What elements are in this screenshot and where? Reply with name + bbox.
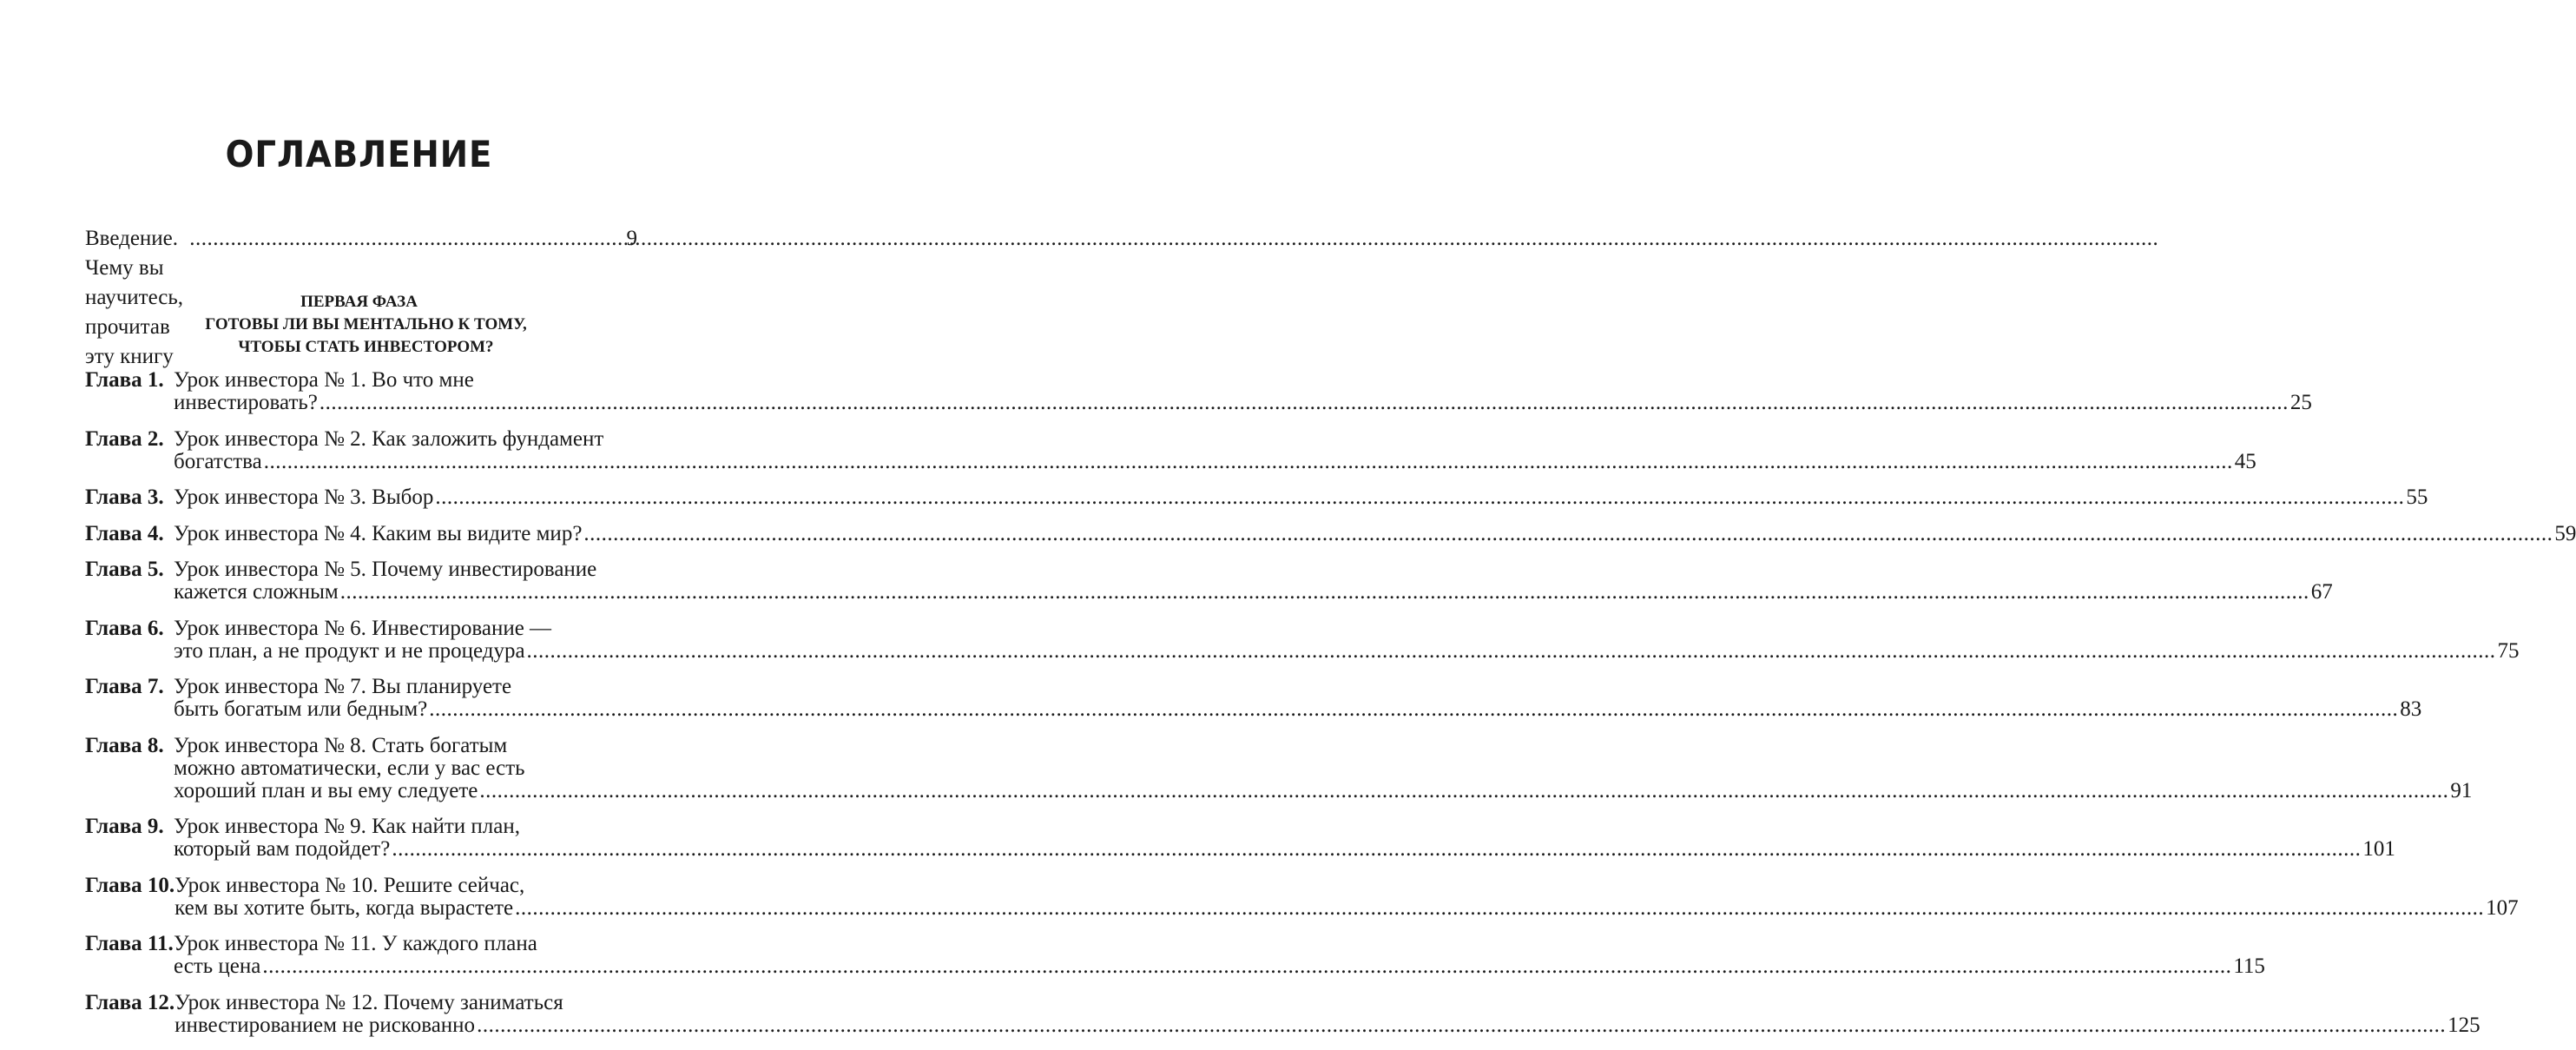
toc-page-number: 75 [2497,638,2520,663]
chapter-title-line: инвестированием не рискованно [175,1013,476,1037]
chapter-title-line: Урок инвестора № 7. Вы планируете [174,675,512,698]
chapter-title [175,875,2518,920]
chapter-title-line: можно автоматически, если у вас есть [174,756,525,780]
chapter-title [174,428,2256,473]
chapter-title-line: который вам подойдет? [174,837,391,861]
toc-entry-chapter-7[interactable] [85,675,2422,721]
dot-leader [515,897,2484,920]
chapter-label: Глава 12. [85,990,175,1014]
chapter-title-line: Урок инвестора № 5. Почему инвестирование [174,558,597,581]
chapter-title-line: Урок инвестора № 1. Во что мне [174,368,474,392]
chapter-title-line: инвестировать? [174,391,318,414]
chapter-label: Глава 4. [85,521,164,545]
chapter-title-line: Урок инвестора № 8. Стать богатым [174,733,508,757]
chapter-title [174,735,2472,802]
toc-entry-chapter-8[interactable] [85,733,2473,802]
chapter-label: Глава 1. [85,368,164,392]
chapter-label: Глава 6. [85,616,164,640]
toc-page-number: 67 [2310,580,2333,604]
dot-leader [340,581,2309,604]
dot-leader [527,640,2496,663]
part-heading-line: ГОТОВЫ ЛИ ВЫ МЕНТАЛЬНО К ТОМУ, [205,315,527,333]
toc-entry-chapter-6[interactable] [85,616,2520,663]
chapter-title [174,369,2312,414]
toc-entry-chapter-10[interactable] [85,873,2519,920]
chapter-title [174,933,2265,978]
dot-leader [583,523,2553,545]
toc-page-number: 101 [2362,837,2395,861]
toc-page-number: 45 [2234,449,2256,473]
chapter-title [174,816,2395,861]
chapter-title-line: Урок инвестора № 12. Почему заниматься [175,990,563,1014]
toc-entry-chapter-9[interactable] [85,815,2395,861]
dot-leader [262,955,2231,978]
toc-entry-chapter-3[interactable] [85,485,2428,509]
chapter-title [174,523,2576,545]
chapter-title-line: кажется сложным [174,580,339,604]
part-heading-line: ПЕРВАЯ ФАЗА [300,293,418,311]
toc-page-number: 91 [2450,778,2473,802]
dot-leader [477,1014,2446,1037]
chapter-title [174,617,2520,663]
chapter-title-line: Урок инвестора № 9. Как найти план, [174,815,520,838]
chapter-title-line: кем вы хотите быть, когда вырастете [175,895,514,920]
chapter-label: Глава 7. [85,675,164,698]
toc-entry-chapter-12[interactable] [85,990,2480,1037]
page-title: ОГЛАВЛЕНИЕ [225,133,493,175]
chapter-title-line: хороший план и вы ему следуете [174,778,478,802]
dot-leader [264,451,2233,473]
chapter-title-line: Урок инвестора № 3. Выбор [174,485,434,509]
toc-page-number: 125 [2448,1013,2480,1037]
chapter-title-line: есть цена [174,954,261,978]
toc-entry-chapter-5[interactable] [85,558,2333,604]
chapter-label: Глава 11. [85,932,174,955]
toc-entry-chapter-4[interactable] [85,521,2576,545]
toc-entry-chapter-2[interactable] [85,426,2256,473]
toc-entry-title: Введение. Чему вы научитесь, прочитав эту книгу [85,227,184,368]
dot-leader [320,392,2289,414]
toc-entry-chapter-1[interactable] [85,368,2312,414]
chapter-label: Глава 5. [85,558,164,581]
dot-leader [435,486,2404,509]
chapter-title [174,558,2333,604]
dot-leader [189,224,624,254]
chapter-title-line: Урок инвестора № 6. Инвестирование — [174,616,552,640]
chapter-label: Глава 8. [85,733,164,757]
chapter-title-line: быть богатым или бедным? [174,697,428,721]
chapter-title [175,992,2480,1037]
dot-leader [392,838,2361,861]
toc-page-number: 107 [2486,895,2519,920]
chapter-label: Глава 9. [85,815,164,838]
chapter-title-line: Урок инвестора № 10. Решите сейчас, [175,873,525,897]
chapter-title [174,676,2421,721]
toc-page-number: 83 [2400,697,2422,721]
part-heading [0,291,718,359]
chapter-list [85,368,2576,1050]
chapter-label: Глава 2. [85,426,164,451]
chapter-title-line: богатства [174,449,262,473]
chapter-title-line: Урок инвестора № 11. У каждого плана [174,932,537,955]
chapter-title-line: это план, а не продукт и не процедура [174,638,525,663]
chapter-label: Глава 10. [85,873,175,897]
toc-page-number: 115 [2233,954,2265,978]
toc-entry-chapter-11[interactable] [85,932,2265,978]
chapter-title-line: Урок инвестора № 4. Каким вы видите мир? [174,521,583,545]
part-heading-line: ЧТОБЫ СТАТЬ ИНВЕСТОРОМ? [238,338,494,356]
toc-page-number: 9 [626,227,637,250]
toc-page-number: 59 [2554,521,2576,545]
toc-page-number: 25 [2289,391,2312,414]
chapter-label: Глава 3. [85,485,164,509]
chapter-title-line: Урок инвестора № 2. Как заложить фундамент [174,426,604,451]
dot-leader [479,780,2448,802]
chapter-title [174,486,2428,509]
toc-page-number: 55 [2406,485,2428,509]
dot-leader [429,698,2398,721]
